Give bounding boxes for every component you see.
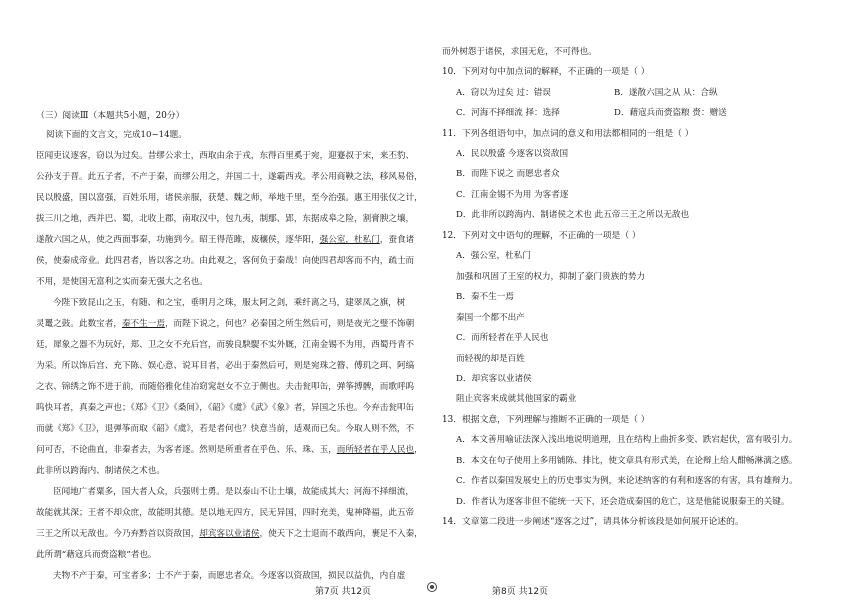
passage-line: [36, 171, 423, 183]
question-stem: [442, 66, 650, 78]
option-line: [456, 312, 525, 324]
passage-line: [36, 276, 208, 288]
text-segment: 为采。所以饰后宫、充下陈、娱心意、说耳目者，必出于秦然后可，则是宛珠之簪、傅玑之珥、阿缟: [36, 361, 415, 371]
passage-line: [442, 46, 597, 58]
passage-line: [36, 339, 414, 351]
option-line: [456, 148, 568, 160]
passage-line: [53, 297, 405, 309]
text-segment: 而就《郑》《卫》，退弹筝而取《韶》《虞》，若是者何也？快意当前，适观而已矣。今取人则不然，不: [36, 424, 415, 434]
text-segment: A．民以殷盛 今逐客以资敌国: [456, 149, 569, 159]
text-segment: 14．文章第二段进一步阐述“逐客之过”，请具体分析该段是如何展开论述的。: [442, 517, 744, 527]
option-line: [456, 107, 727, 119]
passage-line: [36, 528, 423, 540]
text-segment: 问可否，不论曲直，非秦者去，为客者逐。然则是所重者在乎色、乐、珠、玉，: [36, 445, 337, 455]
text-segment: 三王之所以无敌也。今乃弃黔首以资敌国，: [36, 529, 200, 539]
option-line: [456, 332, 549, 344]
passage-line: [36, 507, 414, 519]
page-8: [430, 0, 860, 607]
option-line: [456, 87, 718, 99]
text-segment: 此非所以跨海内、制诸侯之术也。: [36, 466, 165, 476]
binding-circle-icon: [427, 582, 437, 592]
text-segment: C．作者以秦国发展史上的历史事实为例，来论述纳客的有利和逐客的有害，具有雄辩力。: [456, 476, 798, 486]
footer-right: 第8页 共12页: [492, 587, 549, 597]
text-segment: B．本文在句子使用上多用铺陈、排比，使文章具有形式美，在论辩上给人酣畅淋漓之感。: [456, 456, 798, 466]
underlined-phrase: 秦不生一焉: [121, 319, 165, 329]
text-segment: 之衣、锦绣之饰不进于前，而随俗雅化佳冶窈窕赵女不立于侧也。夫击瓮叩缶，弹筝搏髀，而歌呼呜: [36, 382, 415, 392]
passage-line: [53, 570, 405, 582]
text-segment: C．江南金锡不为用 为客者逐: [456, 190, 569, 200]
text-segment: D．作者认为逐客非但不能统一天下，还会造成秦国的危亡，这是他能说服秦王的关键。: [456, 497, 790, 507]
option-line: [456, 291, 514, 303]
text-segment: 10．下列对句中加点词的解释，不正确的一项是（ ）: [442, 67, 650, 77]
text-segment: 加强和巩固了王室的权力，抑制了豪门贵族的势力: [456, 272, 646, 282]
text-segment: 秦国一个都不出产: [456, 313, 525, 323]
question-stem: [442, 128, 694, 140]
text-segment: 而轻视的却是百姓: [456, 354, 525, 364]
question-stem: [442, 516, 744, 528]
underlined-phrase: 却宾客以业诸侯: [199, 529, 260, 539]
text-segment: 侯，使秦成帝业。此四君者，皆以客之功。由此观之，客何负于秦哉！向使四君却客而不内，疏士而: [36, 256, 415, 266]
option-line: [456, 168, 560, 180]
passage-line: [53, 486, 414, 498]
section-title: （三）阅读Ⅲ（本题共5小题，20分）: [36, 111, 185, 121]
passage-line: [36, 444, 423, 456]
text-segment: 廷，犀象之器不为玩好，郑、卫之女不充后宫，而骏良駃騠不实外厩，江南金锡不为用，西蜀丹青不: [36, 340, 415, 350]
text-segment: 11．下列各组语句中，加点词的意义和用法都相同的一组是（ ）: [442, 129, 694, 139]
passage-line: [36, 234, 414, 246]
option-line: [456, 455, 797, 467]
text-segment: 民以殷盛，国以富强，百姓乐用，诸侯亲服，获楚、魏之师，举地千里，至今治强。惠王用张仪之计，: [36, 193, 423, 203]
passage-line: [36, 213, 414, 225]
footer-left: 第7页 共12页: [315, 587, 372, 597]
text-segment: ，蚕食诸: [379, 235, 415, 245]
passage-line: [36, 423, 414, 435]
option-line: [456, 189, 568, 201]
underlined-phrase: 强公室，杜私门: [319, 235, 380, 245]
text-segment: C．而所轻者在乎人民也: [456, 333, 549, 343]
passage-line: [36, 255, 414, 267]
text-segment: D．却宾客以业诸侯: [456, 374, 532, 384]
text-segment: 臣闻吏议逐客，窃以为过矣。昔缪公求士，西取由余于戎，东得百里奚于宛，迎蹇叔于宋，来丕豹、: [36, 151, 415, 161]
text-segment: 不用，是使国无富利之实而秦无强大之名也。: [36, 277, 208, 287]
text-segment: 夫物不产于秦，可宝者多；士不产于秦，而愿忠者众。今逐客以资敌国，损民以益仇，内自虚: [53, 571, 406, 581]
option-line: [456, 271, 645, 283]
text-segment: 今陛下致昆山之玉，有随、和之宝，垂明月之珠，服太阿之剑，乘纤离之马，建翠凤之旗，树: [53, 298, 406, 308]
option-line: [456, 393, 576, 405]
option-line: [456, 475, 798, 487]
underlined-phrase: 而所轻者在乎人民也: [336, 445, 415, 455]
question-stem: [442, 230, 641, 242]
text-segment: 12．下列对文中语句的理解，不正确的一项是（ ）: [442, 231, 641, 241]
text-segment: 故能就其深；王者不却众庶，故能明其德。是以地无四方，民无异国，四时充美，鬼神降福，此五帝: [36, 508, 415, 518]
question-stem: [442, 414, 650, 426]
text-segment: B．遂散六国之从 从：合纵: [614, 88, 718, 98]
text-segment: 拔三川之地，西并巴、蜀，北收上郡，南取汉中，包九夷，制鄢、郢，东据成皋之险，割膏腴之壤，: [36, 214, 415, 224]
option-line: [456, 353, 525, 365]
text-segment: 遂散六国之从，使之西面事秦，功施到今。昭王得范雎，废穰侯，逐华阳，: [36, 235, 320, 245]
option-line: [456, 496, 789, 508]
text-segment: D．藉寇兵而赍盗粮 赍：赠送: [614, 108, 727, 118]
text-segment: ，而陛下说之，何也？必秦国之所生然后可，则是夜光之璧不饰朝: [164, 319, 415, 329]
text-segment: C．河海不择细流 择：选择: [456, 108, 560, 118]
passage-line: [36, 360, 414, 372]
option-line: [456, 209, 689, 221]
instruction: 阅读下面的文言文，完成10~14题。: [46, 130, 187, 140]
passage-line: [36, 381, 414, 393]
text-segment: A．窃以为过矣 过：错误: [456, 88, 551, 98]
text-segment: 灵鼍之鼓。此数宝者，: [36, 319, 122, 329]
text-segment: 公孙支于晋。此五子者，不产于秦，而缪公用之，并国二十，遂霸西戎。孝公用商鞅之法，移风易俗，: [36, 172, 423, 182]
option-line: [456, 373, 532, 385]
text-segment: ，: [414, 445, 423, 455]
option-line: [456, 250, 531, 262]
text-segment: 13．根据文意，下列理解与推断不正确的一项是（ ）: [442, 415, 650, 425]
text-segment: 呜快耳者，真秦之声也；《郑》《卫》《桑间》，《韶》《虞》《武》《象》者，异国之乐也。今弃击瓮叩缶: [36, 403, 415, 413]
text-segment: B．秦不生一焉: [456, 292, 514, 302]
text-segment: D．此非所以跨海内、制诸侯之术也 此五帝三王之所以无敌也: [456, 210, 690, 220]
passage-line: [36, 549, 157, 561]
text-segment: A．本文善用喻证法深入浅出地说明道理，且在结构上曲折多变、跌宕起伏，富有吸引力。: [456, 435, 798, 445]
option-line: [456, 434, 797, 446]
text-segment: ，使天下之士退而不敢西向，裹足不入秦，: [259, 529, 423, 539]
text-segment: A．强公室，杜私门: [456, 251, 531, 261]
passage-line: [36, 150, 414, 162]
text-segment: 而外树怨于诸侯，求国无危，不可得也。: [442, 47, 597, 57]
text-segment: 此所谓“藉寇兵而赍盗粮”者也。: [36, 550, 157, 560]
passage-line: [36, 192, 423, 204]
passage-line: [36, 318, 414, 330]
passage-line: [36, 402, 414, 414]
text-segment: B．而陛下说之 而愿忠者众: [456, 169, 560, 179]
text-segment: 阻止宾客来成就其他国家的霸业: [456, 394, 577, 404]
text-segment: 臣闻地广者粟多，国大者人众，兵强则士勇。是以泰山不让土壤，故能成其大；河海不择细流，: [53, 487, 414, 497]
passage-line: [36, 465, 165, 477]
